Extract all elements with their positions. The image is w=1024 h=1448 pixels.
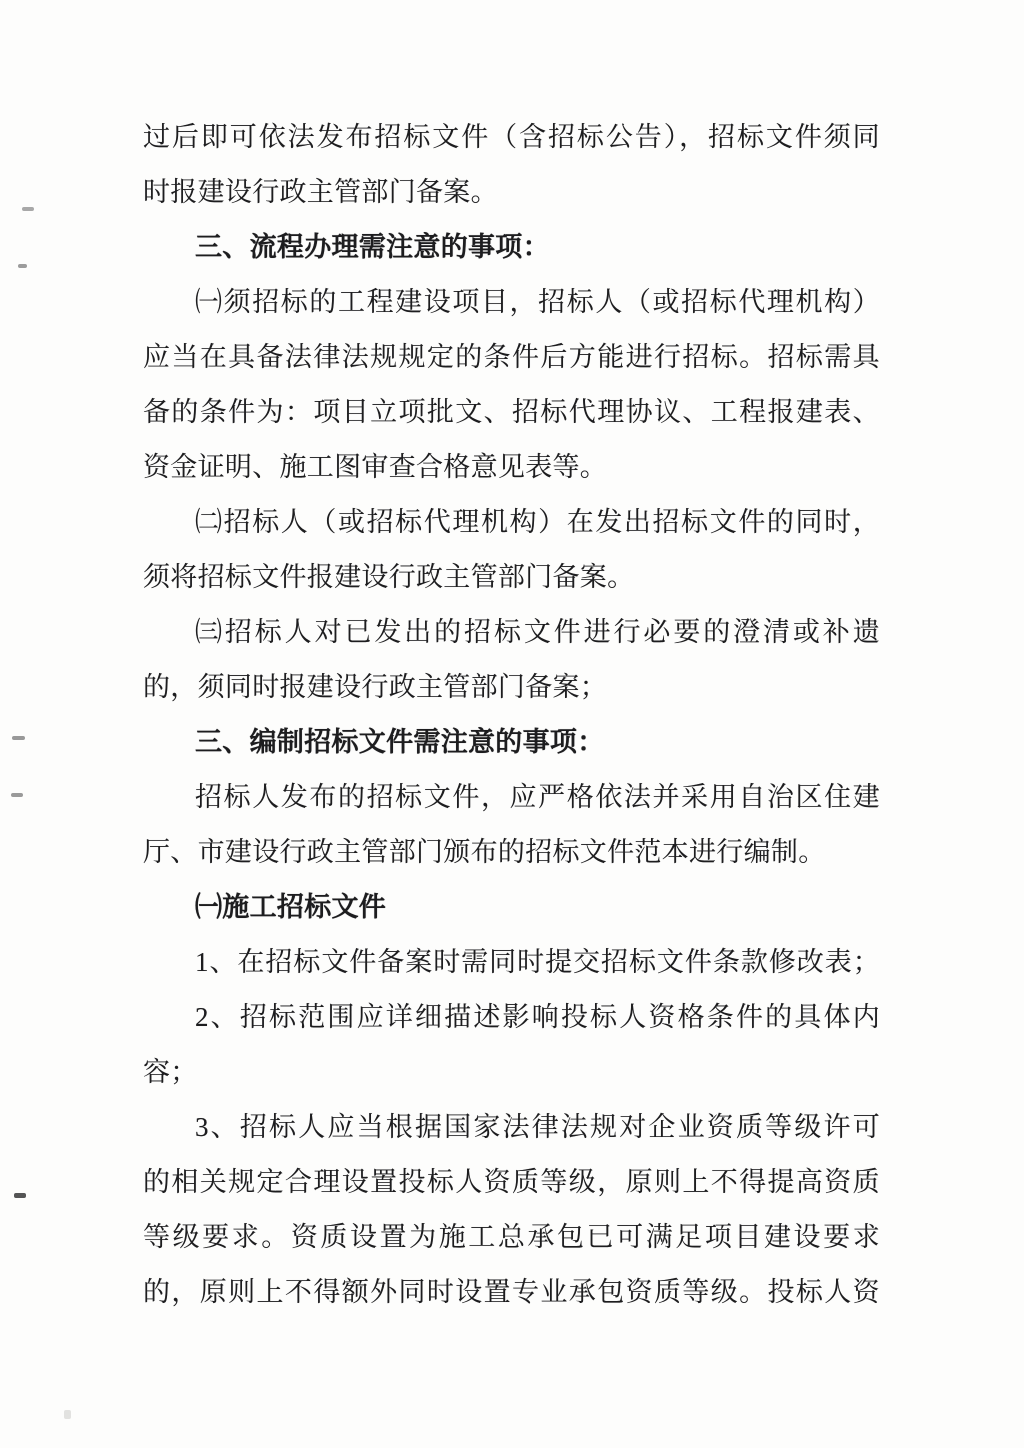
body-line: 资金证明、施工图审查合格意见表等。: [143, 452, 608, 482]
body-line: 的相关规定合理设置投标人资质等级，原则上不得提高资质: [143, 1167, 880, 1197]
body-line: 的，须同时报建设行政主管部门备案；: [143, 672, 608, 702]
body-line: ㈠须招标的工程建设项目，招标人（或招标代理机构）: [195, 287, 880, 317]
scan-speck: [11, 793, 23, 797]
subsection-heading-construction-bid-doc: ㈠施工招标文件: [195, 892, 387, 922]
section-heading-process-items: 三、流程办理需注意的事项：: [195, 232, 550, 262]
body-line: ㈡招标人（或招标代理机构）在发出招标文件的同时，: [195, 507, 880, 537]
body-line: 3、招标人应当根据国家法律法规对企业资质等级许可: [195, 1112, 880, 1142]
scan-speck: [14, 1193, 26, 1198]
body-line: 的，原则上不得额外同时设置专业承包资质等级。投标人资: [143, 1277, 880, 1307]
body-line: 须将招标文件报建设行政主管部门备案。: [143, 562, 635, 592]
text-block: [143, 110, 880, 1320]
body-line: 厅、市建设行政主管部门颁布的招标文件范本进行编制。: [143, 837, 826, 867]
body-line: 备的条件为：项目立项批文、招标代理协议、工程报建表、: [143, 397, 880, 427]
body-line: 等级要求。资质设置为施工总承包已可满足项目建设要求: [143, 1222, 880, 1252]
scan-speck: [64, 1410, 71, 1419]
section-heading-compile-bid-documents: 三、编制招标文件需注意的事项：: [195, 727, 605, 757]
body-line: 招标人发布的招标文件，应严格依法并采用自治区住建: [195, 782, 880, 812]
body-line: 时报建设行政主管部门备案。: [143, 177, 498, 207]
body-line: 过后即可依法发布招标文件（含招标公告），招标文件须同: [143, 122, 880, 152]
body-line: 2、招标范围应详细描述影响投标人资格条件的具体内: [195, 1002, 880, 1032]
body-line: ㈢招标人对已发出的招标文件进行必要的澄清或补遗: [195, 617, 880, 647]
body-line: 1、在招标文件备案时需同时提交招标文件条款修改表；: [195, 947, 880, 977]
scan-speck: [12, 736, 25, 740]
scan-speck: [22, 207, 34, 211]
body-line: 应当在具备法律法规规定的条件后方能进行招标。招标需具: [143, 342, 880, 372]
scan-speck: [18, 264, 27, 268]
body-line: 容；: [143, 1057, 198, 1087]
